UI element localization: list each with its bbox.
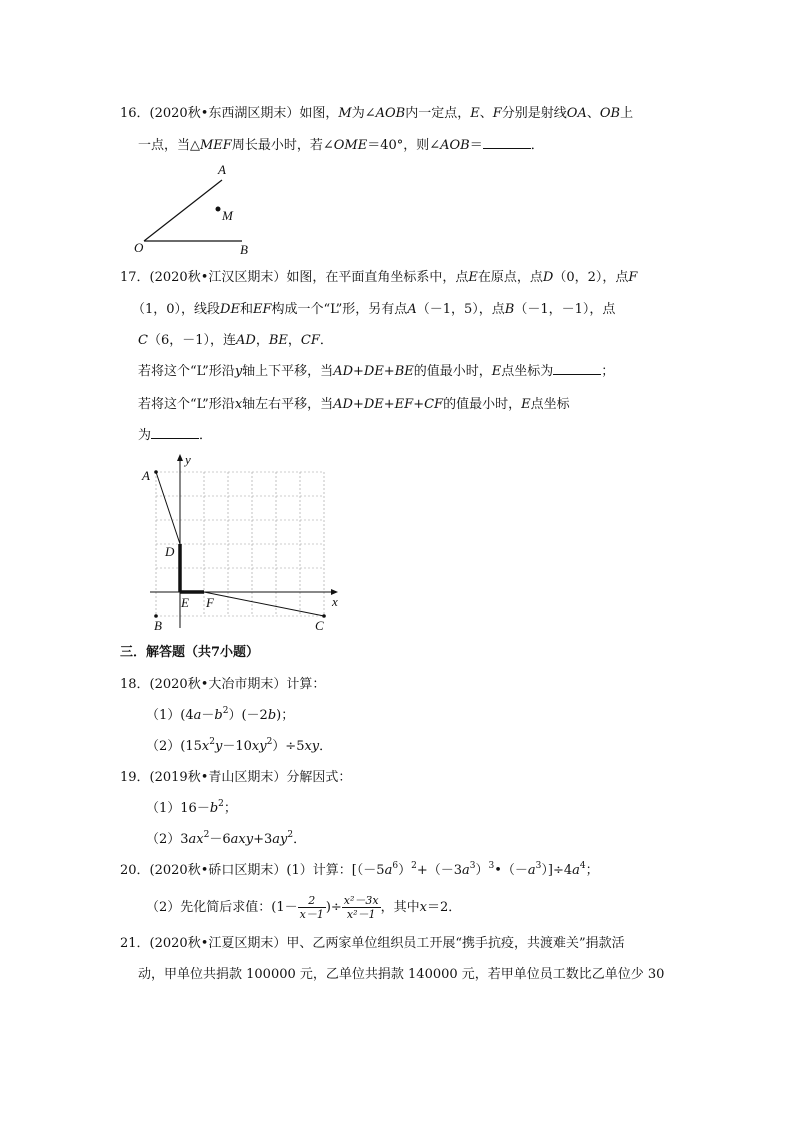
q17-line3: C（6，－1），连AD，BE，CF． (138, 333, 333, 348)
label-f: F (206, 595, 214, 610)
point-a (154, 470, 158, 474)
q16-line1: 16．(2020秋•东西湖区期末）如图，M为∠AOB内一定点，E、F分别是射线OA、OB上 (120, 106, 634, 121)
q18-part1: $(1)(4a-b^2)(-2b)$； (146, 706, 295, 723)
q17-line1: 17．(2020秋•江汉区期末）如图，在平面直角坐标系中，点E在原点，点D（0，2），点F (120, 270, 638, 285)
q18-title: 18．(2020秋•大冶市期末）计算： (120, 677, 326, 692)
ray-oa (144, 180, 222, 241)
fraction-1: $\frac{2}{x-1}$ (299, 894, 324, 921)
segment-cf (204, 592, 324, 616)
y-axis-arrow (177, 454, 183, 461)
q21-line2: 动，甲单位共捐款 100000 元，乙单位共捐款 140000 元，若甲单位员工数比乙单位少 30 (138, 967, 665, 982)
label-a: A (142, 468, 150, 483)
answer-blank (553, 362, 601, 375)
section-title: 三．解答题（共7小题） (120, 645, 260, 660)
q20-line1: 20．(2020秋•硚口区期末）(1）计算：$[(-5a^6)^2+(-3a^3)^3•(-a^3)]\div 4a^4$； (120, 861, 599, 878)
label-o: O (134, 240, 144, 255)
q17-line4: 若将这个“L”形沿y轴上下平移，当AD+DE+BE的值最小时，E点坐标为 ； (138, 364, 615, 379)
q17-coordinate-figure (136, 450, 356, 640)
q18-part2: $(2)(15x^2y-10xy^2)\div 5xy$． (146, 737, 333, 754)
q20-line2: （2）先化简后求值：(1－ $\frac{2}{x-1}$ )÷ $\frac{\text{x²－3x}}{\text{x²－1}}$ ，其中x＝2． (146, 894, 462, 921)
q21-line1: 21．(2020秋•江夏区期末）甲、乙两家单位组织员工开展“携手抗疫，共渡难关”捐款活 (120, 936, 625, 951)
label-b: B (154, 618, 162, 633)
label-e: E (181, 595, 189, 610)
answer-blank (483, 136, 531, 149)
fraction-2: $\frac{\text{x²－3x}}{\text{x²－1}}$ (343, 894, 379, 921)
label-y: y (185, 452, 191, 467)
label-m: M (222, 208, 233, 223)
q17-line2: （1，0），线段DE和EF构成一个“L”形，另有点A（－1，5），点B（－1，－1），点 (132, 302, 616, 317)
segment-ad (156, 472, 180, 544)
label-c: C (315, 618, 324, 633)
q19-part1: $(1)16-b^2$； (146, 799, 237, 816)
q17-line5: 若将这个“L”形沿x轴左右平移，当AD+DE+EF+CF的值最小时，E点坐标 (138, 397, 570, 412)
q16-figure (130, 160, 260, 260)
q16-line2: 一点，当△MEF周长最小时，若∠OME＝40°，则∠AOB＝ ． (138, 138, 544, 153)
q17-line6: 为 ． (138, 428, 213, 443)
q19-title: 19．(2019秋•青山区期末）分解因式： (120, 770, 352, 785)
label-d: D (165, 544, 175, 559)
point-m (216, 207, 221, 212)
label-b: B (240, 242, 248, 257)
label-x: x (332, 594, 338, 609)
label-a: A (218, 162, 226, 177)
answer-blank (151, 426, 199, 439)
q19-part2: $(2)3ax^2-6axy+3ay^2$． (146, 830, 307, 847)
